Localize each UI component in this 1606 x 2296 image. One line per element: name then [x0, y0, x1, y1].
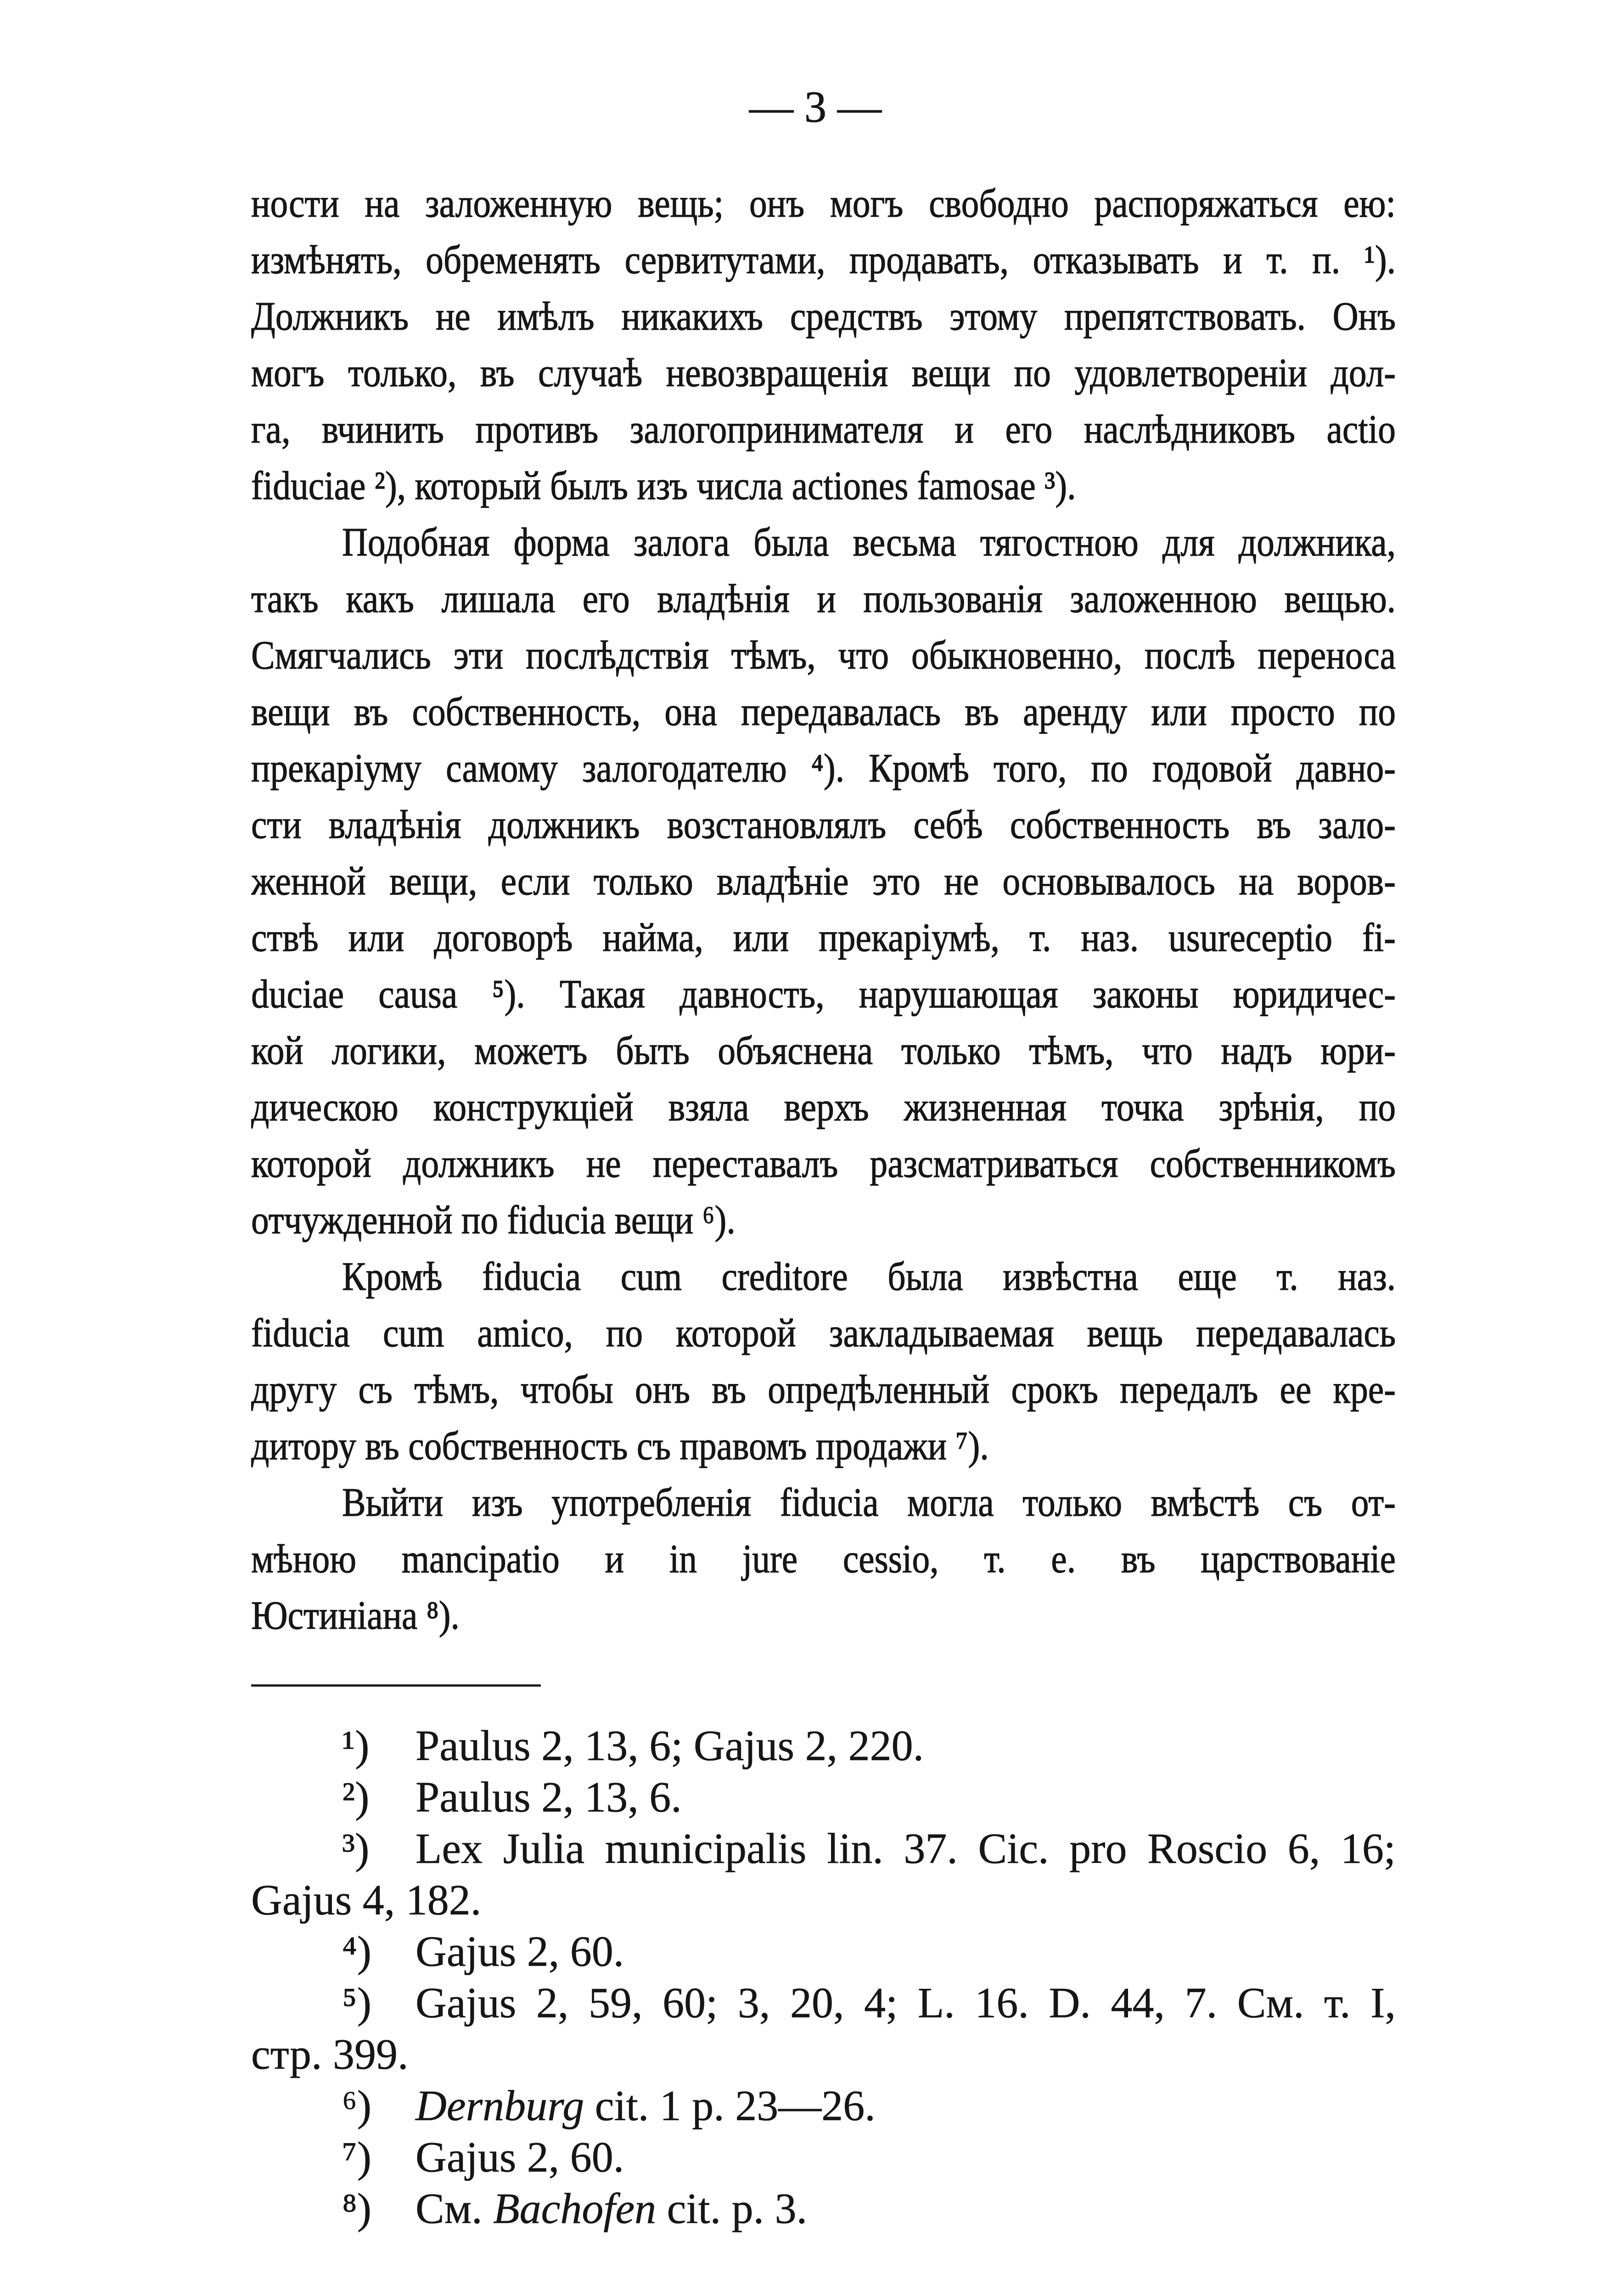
text-line: мѣною mancipatio и in jure cessio, т. е. въ царствованіе [251, 1537, 1396, 1581]
text-line: могъ только, въ случаѣ невозвращенія вещи по удовлетвореніи дол- [251, 351, 1396, 395]
footnote-marker: ²) [342, 1773, 370, 1821]
footnote-line [251, 1823, 1396, 1874]
footnote-text: Lex Julia municipalis lin. 37. Cic. pro Roscio 6, 16; [416, 1825, 1396, 1873]
main-text [251, 175, 1396, 1644]
text-line: которой должникъ не переставалъ разсматриваться собственникомъ [251, 1142, 1396, 1186]
footnote-text: стр. 399. [251, 2031, 409, 2078]
footnote-marker: ⁷) [342, 2133, 372, 2181]
text-line: женной вещи, если только владѣніе это не основывалось на воров- [251, 859, 1396, 904]
text-line: fiduciae ²), который былъ изъ числа actiones famosae ³). [251, 464, 1076, 508]
text-line: ствѣ или договорѣ найма, или прекаріумѣ, т. наз. usureceptio fi- [251, 916, 1396, 960]
footnote-line [251, 1977, 1396, 2029]
footnote-text: Gajus 4, 182. [251, 1876, 482, 1924]
text-line: измѣнять, обременять сервитутами, продавать, отказывать и т. п. ¹). [251, 238, 1396, 282]
text-line: сти владѣнія должникъ возстановлялъ себѣ собственность въ зало- [251, 803, 1396, 847]
footnote-marker: ⁶) [342, 2082, 372, 2130]
page-number: — 3 — [749, 82, 882, 131]
footnote-line [251, 1772, 1396, 1823]
footnote-line [251, 2029, 1396, 2080]
text-line: Смягчались эти послѣдствія тѣмъ, что обыкновенно, послѣ переноса [251, 633, 1396, 678]
text-line: вещи въ собственность, она передавалась въ аренду или просто по [251, 690, 1396, 734]
text-line: Юстиніана ⁸). [251, 1593, 460, 1638]
text-line: ности на заложенную вещь; онъ могъ свободно распоряжаться ею: [251, 181, 1396, 226]
text-line: Выйти изъ употребленія fiducia могла только вмѣстѣ съ от- [342, 1480, 1396, 1525]
footnote-text: cit. p. 3. [656, 2185, 808, 2233]
footnote-author-italic: Bachofen [493, 2185, 657, 2233]
footnote-author-italic: Dernburg [416, 2082, 584, 2130]
footnote-line [251, 2132, 1396, 2183]
footnote-text-prefix: См. [416, 2185, 494, 2233]
text-line: прекаріуму самому залогодателю ⁴). Кромѣ того, по годовой давно- [251, 746, 1396, 791]
footnote-line [251, 2183, 1396, 2234]
footnote-text: Gajus 2, 59, 60; 3, 20, 4; L. 16. D. 44, 7. См. т. I, [416, 1979, 1396, 2027]
footnote-separator [251, 1684, 541, 1687]
text-line: га, вчинить противъ залогопринимателя и его наслѣдниковъ actio [251, 407, 1396, 452]
text-line: fiducia cum amico, по которой закладываемая вещь передавалась [251, 1311, 1396, 1356]
text-line: Должникъ не имѣлъ никакихъ средствъ этому препятствовать. Онъ [251, 294, 1396, 339]
text-line: duciae causa ⁵). Такая давность, нарушающая законы юридичес- [251, 972, 1396, 1017]
footnote-text: Paulus 2, 13, 6; Gajus 2, 220. [416, 1722, 924, 1770]
text-line: отчужденной по fiducia вещи ⁶). [251, 1198, 736, 1243]
footnote-line [251, 1926, 1396, 1977]
footnote-text: Paulus 2, 13, 6. [416, 1773, 682, 1821]
footnote-marker: ⁴) [342, 1928, 372, 1975]
text-line: дитору въ собственность съ правомъ продажи ⁷). [251, 1424, 989, 1469]
text-line: Кромѣ fiducia cum creditore была извѣстна еще т. наз. [342, 1255, 1396, 1299]
footnote-line [251, 1874, 1396, 1926]
footnote-line [251, 2080, 1396, 2132]
text-line: Подобная форма залога была весьма тягостною для должника, [342, 520, 1396, 565]
footnotes [251, 1720, 1396, 2234]
footnote-marker: ³) [342, 1825, 370, 1873]
text-line: дическою конструкціей взяла верхъ жизненная точка зрѣнія, по [251, 1085, 1396, 1130]
footnote-marker: ¹) [342, 1722, 370, 1770]
footnote-text: Gajus 2, 60. [416, 1928, 624, 1975]
footnote-marker: ⁵) [342, 1979, 372, 2027]
footnote-marker: ⁸) [342, 2185, 372, 2233]
text-line: кой логики, можетъ быть объяснена только тѣмъ, что надъ юри- [251, 1029, 1396, 1073]
footnote-text: cit. 1 p. 23—26. [584, 2082, 876, 2130]
footnote-text: Gajus 2, 60. [416, 2133, 624, 2181]
footnote-line [251, 1720, 1396, 1772]
text-line: такъ какъ лишала его владѣнія и пользованія заложенною вещью. [251, 577, 1396, 621]
text-line: другу съ тѣмъ, чтобы онъ въ опредѣленный срокъ передалъ ее кре- [251, 1367, 1396, 1412]
